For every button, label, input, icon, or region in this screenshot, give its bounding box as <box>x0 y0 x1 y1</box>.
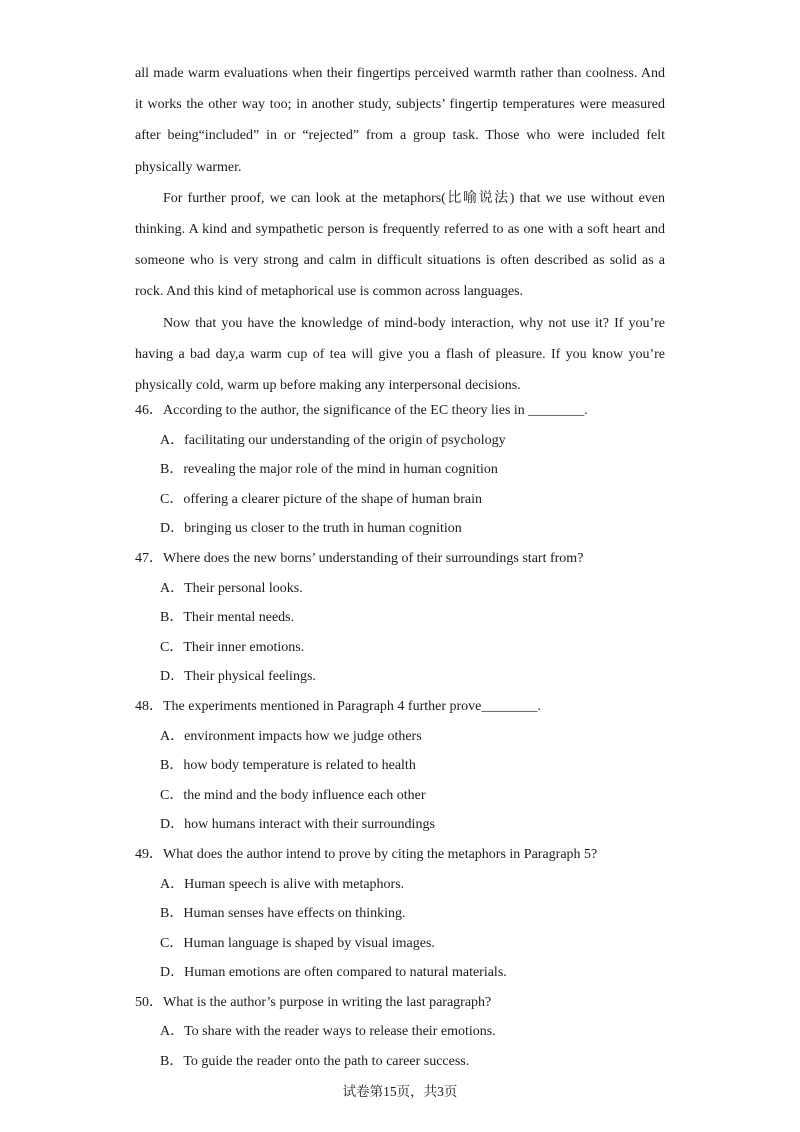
question-stem: 49．What does the author intend to prove by citing the metaphors in Paragraph 5? <box>135 846 598 862</box>
question-50 <box>135 988 695 1077</box>
option-a: A．environment impacts how we judge others <box>160 728 422 744</box>
question-46 <box>135 396 695 544</box>
option-b: B．how body temperature is related to health <box>160 758 416 774</box>
option-c: C．Human language is shaped by visual images. <box>160 935 435 951</box>
option-d: D．how humans interact with their surroundings <box>160 817 435 833</box>
option-b: B．Human senses have effects on thinking. <box>160 906 406 922</box>
option-d: D．Human emotions are often compared to natural materials. <box>160 965 507 981</box>
question-list <box>135 396 695 1077</box>
option-c: C．Their inner emotions. <box>160 639 305 655</box>
question-stem: 48．The experiments mentioned in Paragraph 4 further prove________. <box>135 698 541 714</box>
question-stem: 47．Where does the new borns’ understanding of their surroundings start from? <box>135 550 584 566</box>
option-b: B．To guide the reader onto the path to career success. <box>160 1054 470 1070</box>
option-a: A．To share with the reader ways to release their emotions. <box>160 1024 496 1040</box>
option-c: C．offering a clearer picture of the shape of human brain <box>160 491 482 507</box>
option-d: D．bringing us closer to the truth in human cognition <box>160 521 462 537</box>
passage-paragraph: For further proof, we can look at the metaphors(比喻说法) that we use without even thinking. A kind and sympathetic person is frequently referred to as one with a soft heart and someone who is very strong and calm in difficult situations is often described as solid as a rock. And this kind of metaphorical use is common across languages. <box>135 190 665 300</box>
option-b: B．Their mental needs. <box>160 610 295 626</box>
question-47 <box>135 544 695 692</box>
question-stem: 46．According to the author, the significance of the EC theory lies in ________. <box>135 403 588 418</box>
question-stem: 50．What is the author’s purpose in writing the last paragraph? <box>135 994 492 1010</box>
passage <box>135 58 665 401</box>
question-48 <box>135 692 695 840</box>
option-a: A．facilitating our understanding of the origin of psychology <box>160 432 506 448</box>
option-a: A．Human speech is alive with metaphors. <box>160 876 405 892</box>
option-d: D．Their physical feelings. <box>160 669 316 685</box>
question-49 <box>135 840 695 988</box>
option-b: B．revealing the major role of the mind in human cognition <box>160 462 498 478</box>
passage-paragraph: all made warm evaluations when their fingertips perceived warmth rather than coolness. And it works the other way too; in another study, subjects’ fingertip temperatures were measured after being“included” in or “rejected” from a group task. Those who were included felt physically warmer. <box>135 66 665 175</box>
page-footer: 试卷第15页，共3页 <box>342 1084 458 1099</box>
option-c: C．the mind and the body influence each other <box>160 787 426 803</box>
passage-paragraph: Now that you have the knowledge of mind-body interaction, why not use it? If you’re having a bad day,a warm cup of tea will give you a flash of pleasure. If you know you’re physically cold, warm up before making any interpersonal decisions. <box>135 315 665 394</box>
option-a: A．Their personal looks. <box>160 580 303 596</box>
